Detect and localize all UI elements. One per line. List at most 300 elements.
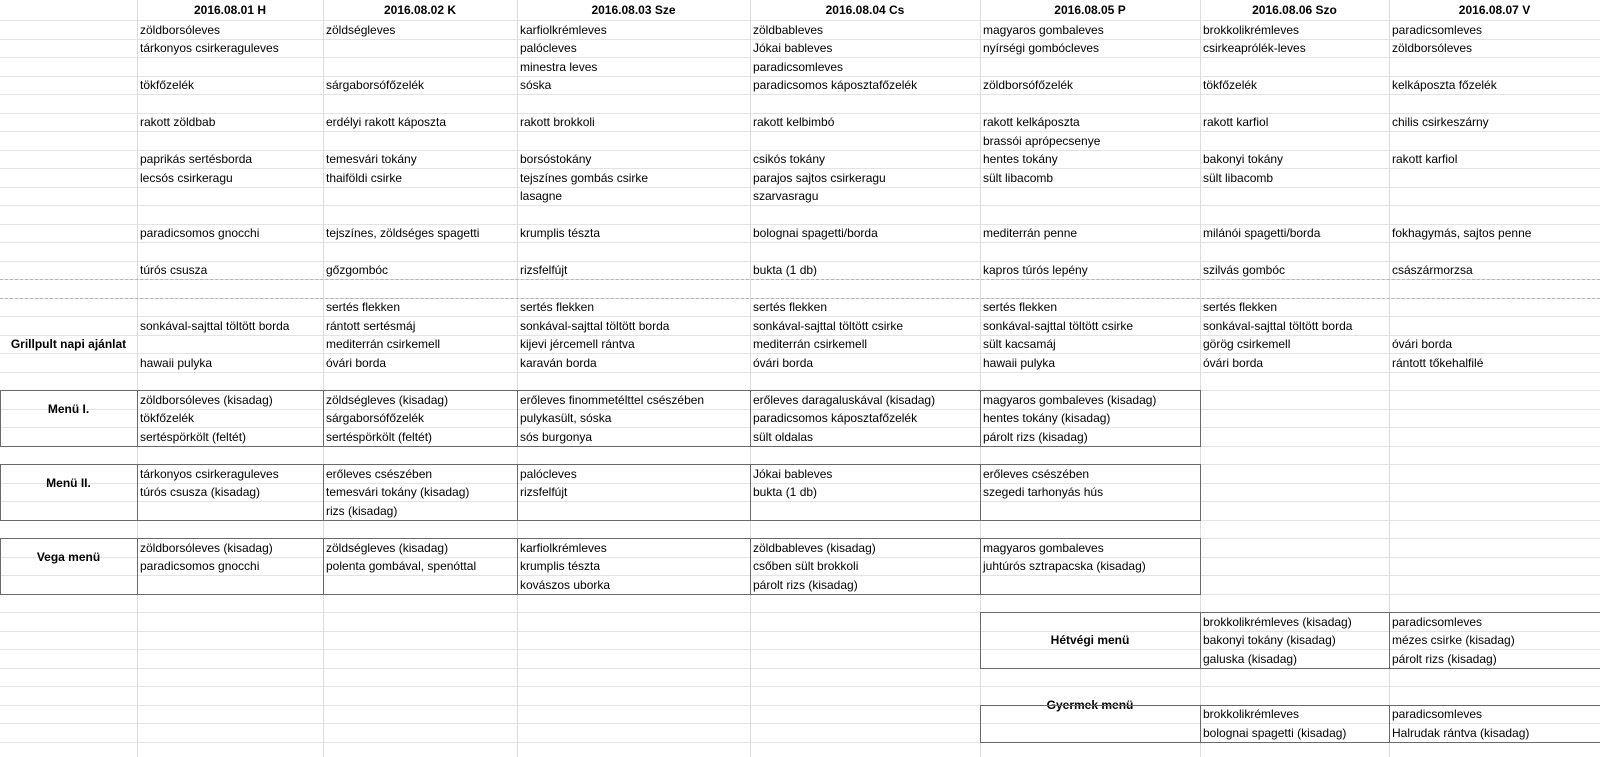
table-cell[interactable] bbox=[980, 206, 1200, 225]
table-cell[interactable] bbox=[1200, 206, 1389, 225]
table-cell[interactable]: galuska (kisadag) bbox=[1203, 651, 1298, 666]
table-cell[interactable] bbox=[137, 613, 323, 632]
table-cell[interactable] bbox=[137, 576, 323, 595]
table-cell[interactable]: palócleves bbox=[520, 466, 577, 481]
table-cell[interactable] bbox=[750, 520, 980, 539]
table-cell[interactable] bbox=[1200, 243, 1389, 262]
table-cell[interactable]: paradicsomos gnocchi bbox=[140, 226, 260, 240]
table-cell[interactable] bbox=[750, 613, 980, 632]
table-cell[interactable] bbox=[1200, 428, 1389, 447]
table-cell[interactable] bbox=[1389, 280, 1600, 299]
table-cell[interactable]: rakott karfiol bbox=[1392, 152, 1458, 166]
table-cell[interactable] bbox=[0, 243, 137, 262]
table-cell[interactable] bbox=[0, 21, 137, 40]
table-cell[interactable]: borsóstokány bbox=[520, 152, 592, 166]
table-cell[interactable]: krumplis tészta bbox=[520, 559, 601, 573]
header-corner[interactable] bbox=[0, 0, 137, 20]
table-cell[interactable]: rakott kelbimbó bbox=[753, 115, 835, 129]
table-cell[interactable] bbox=[323, 206, 517, 225]
table-cell[interactable]: óvári borda bbox=[753, 355, 814, 370]
table-cell[interactable] bbox=[517, 372, 750, 391]
table-cell[interactable]: zöldségleves bbox=[326, 22, 396, 37]
table-cell[interactable]: tejszínes, zöldséges spagetti bbox=[326, 226, 480, 240]
table-cell[interactable] bbox=[0, 372, 137, 391]
table-cell[interactable] bbox=[137, 687, 323, 706]
table-cell[interactable]: lasagne bbox=[520, 189, 563, 203]
table-cell[interactable]: paradicsomleves bbox=[1392, 22, 1483, 37]
table-cell[interactable]: sertés flekken bbox=[326, 300, 401, 314]
table-cell[interactable]: paprikás sertésborda bbox=[140, 152, 253, 166]
table-cell[interactable] bbox=[1389, 132, 1600, 151]
table-cell[interactable] bbox=[980, 650, 1200, 669]
table-cell[interactable] bbox=[1200, 372, 1389, 391]
table-cell[interactable] bbox=[323, 372, 517, 391]
table-cell[interactable]: erőleves daragaluskával (kisadag) bbox=[753, 392, 936, 407]
table-cell[interactable]: sült libacomb bbox=[1203, 170, 1274, 185]
table-cell[interactable] bbox=[1389, 594, 1600, 613]
table-cell[interactable] bbox=[980, 668, 1200, 687]
table-cell[interactable] bbox=[137, 372, 323, 391]
table-cell[interactable] bbox=[1200, 280, 1389, 299]
table-cell[interactable]: óvári borda bbox=[1392, 337, 1453, 351]
table-cell[interactable] bbox=[1200, 668, 1389, 687]
table-cell[interactable]: mediterrán csirkemell bbox=[753, 337, 868, 351]
table-cell[interactable]: kapros túrós lepény bbox=[983, 263, 1088, 277]
table-cell[interactable]: tökfőzelék bbox=[140, 411, 195, 425]
table-cell[interactable]: sertéspörkölt (feltét) bbox=[140, 429, 247, 444]
table-cell[interactable]: zöldborsóleves bbox=[1392, 41, 1473, 55]
day-header[interactable]: 2016.08.03 Sze bbox=[591, 3, 676, 17]
table-cell[interactable]: chilis csirkeszárny bbox=[1392, 115, 1489, 129]
table-cell[interactable] bbox=[1200, 539, 1389, 558]
table-cell[interactable] bbox=[0, 150, 137, 169]
table-cell[interactable] bbox=[0, 354, 137, 373]
table-cell[interactable]: csőben sült brokkoli bbox=[753, 559, 859, 573]
table-cell[interactable] bbox=[1389, 428, 1600, 447]
table-cell[interactable] bbox=[137, 280, 323, 299]
table-cell[interactable]: rizsfelfújt bbox=[520, 485, 568, 499]
table-cell[interactable] bbox=[0, 76, 137, 95]
section-label-kids[interactable]: Gyermek menü bbox=[1046, 698, 1134, 712]
table-cell[interactable] bbox=[1200, 446, 1389, 465]
table-cell[interactable]: fokhagymás, sajtos penne bbox=[1392, 226, 1532, 240]
table-cell[interactable] bbox=[1389, 668, 1600, 687]
table-cell[interactable] bbox=[0, 298, 137, 317]
table-cell[interactable]: rakott karfiol bbox=[1203, 115, 1269, 129]
table-cell[interactable]: túrós csusza (kisadag) bbox=[140, 485, 261, 499]
table-cell[interactable] bbox=[0, 132, 137, 151]
table-cell[interactable]: szarvasragu bbox=[753, 189, 819, 203]
table-cell[interactable] bbox=[1389, 391, 1600, 410]
table-cell[interactable]: hentes tokány bbox=[983, 152, 1058, 166]
table-cell[interactable]: sertés flekken bbox=[520, 300, 595, 314]
table-cell[interactable]: brokkolikrémleves bbox=[1203, 707, 1300, 721]
table-cell[interactable] bbox=[1389, 576, 1600, 595]
table-cell[interactable]: krumplis tészta bbox=[520, 226, 601, 240]
table-cell[interactable] bbox=[0, 95, 137, 114]
table-cell[interactable] bbox=[0, 317, 137, 336]
table-cell[interactable] bbox=[750, 650, 980, 669]
table-cell[interactable]: rizsfelfújt bbox=[520, 263, 568, 277]
table-cell[interactable] bbox=[980, 613, 1200, 632]
table-cell[interactable] bbox=[323, 668, 517, 687]
table-cell[interactable] bbox=[1200, 520, 1389, 539]
table-cell[interactable] bbox=[1200, 95, 1389, 114]
table-cell[interactable] bbox=[1389, 58, 1600, 77]
table-cell[interactable] bbox=[0, 705, 137, 724]
table-cell[interactable]: sonkával-sajttal töltött borda bbox=[1203, 318, 1353, 333]
table-cell[interactable]: temesvári tokány bbox=[326, 152, 417, 166]
table-cell[interactable] bbox=[0, 613, 137, 632]
table-cell[interactable] bbox=[0, 58, 137, 77]
table-cell[interactable] bbox=[980, 187, 1200, 206]
table-cell[interactable]: rakott brokkoli bbox=[520, 115, 595, 129]
table-cell[interactable] bbox=[1200, 58, 1389, 77]
table-cell[interactable] bbox=[137, 705, 323, 724]
table-cell[interactable] bbox=[1200, 502, 1389, 521]
table-cell[interactable] bbox=[0, 668, 137, 687]
table-cell[interactable]: tökfőzelék bbox=[1203, 78, 1258, 92]
table-cell[interactable]: sertés flekken bbox=[753, 300, 828, 314]
table-cell[interactable]: sült kacsamáj bbox=[983, 337, 1056, 351]
table-cell[interactable] bbox=[1389, 317, 1600, 336]
table-cell[interactable] bbox=[137, 335, 323, 354]
table-cell[interactable]: palócleves bbox=[520, 41, 577, 55]
table-cell[interactable] bbox=[1389, 409, 1600, 428]
table-cell[interactable] bbox=[517, 206, 750, 225]
table-cell[interactable]: sertéspörkölt (feltét) bbox=[326, 429, 433, 444]
table-cell[interactable] bbox=[137, 298, 323, 317]
table-cell[interactable]: bakonyi tokány (kisadag) bbox=[1203, 633, 1336, 647]
table-cell[interactable] bbox=[323, 520, 517, 539]
table-cell[interactable] bbox=[323, 687, 517, 706]
table-cell[interactable]: karfiolkrémleves bbox=[520, 540, 607, 555]
table-cell[interactable]: paradicsomos káposztafőzelék bbox=[753, 78, 918, 92]
table-cell[interactable] bbox=[137, 187, 323, 206]
table-cell[interactable] bbox=[137, 668, 323, 687]
table-cell[interactable] bbox=[0, 446, 137, 465]
table-cell[interactable] bbox=[1389, 465, 1600, 484]
table-cell[interactable] bbox=[1389, 187, 1600, 206]
table-cell[interactable]: tárkonyos csirkeraguleves bbox=[140, 41, 279, 55]
table-cell[interactable] bbox=[1389, 520, 1600, 539]
table-cell[interactable] bbox=[137, 724, 323, 743]
table-cell[interactable] bbox=[323, 95, 517, 114]
table-cell[interactable]: rántott tőkehalfilé bbox=[1392, 355, 1484, 370]
table-cell[interactable] bbox=[323, 650, 517, 669]
table-cell[interactable] bbox=[750, 243, 980, 262]
table-cell[interactable]: bakonyi tokány bbox=[1203, 152, 1284, 166]
table-cell[interactable] bbox=[750, 446, 980, 465]
table-cell[interactable] bbox=[1389, 206, 1600, 225]
table-cell[interactable]: zöldségleves (kisadag) bbox=[326, 392, 449, 407]
table-cell[interactable]: mediterrán csirkemell bbox=[326, 337, 441, 351]
table-cell[interactable] bbox=[750, 594, 980, 613]
table-cell[interactable] bbox=[1389, 483, 1600, 502]
table-cell[interactable] bbox=[750, 280, 980, 299]
table-cell[interactable] bbox=[1200, 483, 1389, 502]
table-cell[interactable]: rizs (kisadag) bbox=[326, 503, 398, 518]
table-cell[interactable]: Jókai bableves bbox=[753, 466, 833, 481]
table-cell[interactable] bbox=[323, 446, 517, 465]
table-cell[interactable]: karfiolkrémleves bbox=[520, 22, 607, 37]
day-header[interactable]: 2016.08.05 P bbox=[1054, 3, 1126, 17]
table-cell[interactable] bbox=[137, 631, 323, 650]
table-cell[interactable] bbox=[750, 372, 980, 391]
table-cell[interactable] bbox=[750, 132, 980, 151]
table-cell[interactable]: túrós csusza bbox=[140, 263, 208, 277]
table-cell[interactable] bbox=[137, 502, 323, 521]
table-cell[interactable] bbox=[323, 594, 517, 613]
table-cell[interactable]: paradicsomleves bbox=[1392, 614, 1483, 629]
section-label-menu-2[interactable]: Menü II. bbox=[46, 476, 91, 490]
table-cell[interactable]: sonkával-sajttal töltött csirke bbox=[983, 318, 1134, 333]
table-cell[interactable] bbox=[980, 576, 1200, 595]
day-header[interactable]: 2016.08.04 Cs bbox=[825, 3, 905, 17]
table-cell[interactable]: görög csirkemell bbox=[1203, 337, 1291, 351]
table-cell[interactable] bbox=[323, 187, 517, 206]
table-cell[interactable]: sóska bbox=[520, 78, 552, 92]
section-label-grill[interactable]: Grillpult napi ajánlat bbox=[10, 337, 127, 351]
table-cell[interactable]: sült libacomb bbox=[983, 170, 1054, 185]
table-cell[interactable] bbox=[0, 520, 137, 539]
table-cell[interactable]: zöldborsófőzelék bbox=[983, 78, 1074, 92]
table-cell[interactable]: sonkával-sajttal töltött borda bbox=[140, 318, 290, 333]
table-cell[interactable]: minestra leves bbox=[520, 59, 598, 74]
table-cell[interactable]: kelkáposzta főzelék bbox=[1392, 78, 1497, 92]
table-cell[interactable] bbox=[1389, 557, 1600, 576]
table-cell[interactable] bbox=[323, 243, 517, 262]
table-cell[interactable] bbox=[137, 594, 323, 613]
table-cell[interactable] bbox=[1389, 169, 1600, 188]
table-cell[interactable] bbox=[517, 724, 750, 743]
table-cell[interactable]: milánói spagetti/borda bbox=[1203, 226, 1321, 240]
table-cell[interactable]: paradicsomleves bbox=[1392, 707, 1483, 721]
table-cell[interactable]: parajos sajtos csirkeragu bbox=[753, 170, 886, 185]
day-header[interactable]: 2016.08.06 Szo bbox=[1252, 3, 1337, 17]
table-cell[interactable] bbox=[0, 687, 137, 706]
table-cell[interactable]: lecsós csirkeragu bbox=[140, 170, 233, 185]
table-cell[interactable] bbox=[517, 705, 750, 724]
table-cell[interactable]: Jókai bableves bbox=[753, 41, 833, 55]
table-cell[interactable] bbox=[517, 650, 750, 669]
table-cell[interactable] bbox=[0, 594, 137, 613]
table-cell[interactable] bbox=[980, 58, 1200, 77]
table-cell[interactable]: bolognai spagetti (kisadag) bbox=[1203, 725, 1347, 740]
table-cell[interactable] bbox=[1389, 446, 1600, 465]
table-cell[interactable] bbox=[323, 132, 517, 151]
table-cell[interactable] bbox=[0, 39, 137, 58]
table-cell[interactable] bbox=[0, 261, 137, 280]
table-cell[interactable]: tárkonyos csirkeraguleves bbox=[140, 466, 279, 481]
table-cell[interactable]: zöldbableves bbox=[753, 22, 824, 37]
table-cell[interactable]: óvári borda bbox=[1203, 355, 1264, 370]
table-cell[interactable] bbox=[750, 687, 980, 706]
table-cell[interactable] bbox=[0, 113, 137, 132]
table-cell[interactable]: bolognai spagetti/borda bbox=[753, 226, 878, 240]
table-cell[interactable] bbox=[980, 502, 1200, 521]
table-cell[interactable]: mediterrán penne bbox=[983, 226, 1078, 240]
table-cell[interactable] bbox=[1200, 391, 1389, 410]
table-cell[interactable] bbox=[323, 576, 517, 595]
table-cell[interactable]: zöldborsóleves bbox=[140, 22, 221, 37]
table-cell[interactable] bbox=[1200, 687, 1389, 706]
table-cell[interactable]: hawaii pulyka bbox=[140, 355, 213, 370]
table-cell[interactable] bbox=[980, 520, 1200, 539]
table-cell[interactable]: brokkolikrémleves bbox=[1203, 22, 1300, 37]
table-cell[interactable]: kijevi jércemell rántva bbox=[520, 337, 635, 351]
table-cell[interactable]: magyaros gombaleves bbox=[983, 22, 1104, 37]
table-cell[interactable] bbox=[517, 613, 750, 632]
table-cell[interactable] bbox=[137, 650, 323, 669]
table-cell[interactable] bbox=[0, 280, 137, 299]
table-cell[interactable] bbox=[1389, 243, 1600, 262]
table-cell[interactable]: polenta gombával, spenóttal bbox=[326, 559, 477, 573]
table-cell[interactable] bbox=[137, 132, 323, 151]
day-header[interactable]: 2016.08.02 K bbox=[383, 3, 457, 17]
table-cell[interactable] bbox=[0, 724, 137, 743]
table-cell[interactable] bbox=[1200, 409, 1389, 428]
table-cell[interactable]: sült oldalas bbox=[753, 429, 814, 444]
table-cell[interactable] bbox=[750, 724, 980, 743]
table-cell[interactable]: paradicsomos gnocchi bbox=[140, 559, 260, 573]
table-cell[interactable]: szilvás gombóc bbox=[1203, 263, 1286, 277]
table-cell[interactable]: Halrudak rántva (kisadag) bbox=[1392, 725, 1530, 740]
table-cell[interactable]: császármorzsa bbox=[1392, 263, 1473, 277]
table-cell[interactable]: sonkával-sajttal töltött borda bbox=[520, 318, 670, 333]
table-cell[interactable] bbox=[1389, 298, 1600, 317]
table-cell[interactable]: rakott kelkáposzta bbox=[983, 115, 1080, 129]
table-cell[interactable]: zöldségleves (kisadag) bbox=[326, 540, 449, 555]
table-cell[interactable]: szegedi tarhonyás hús bbox=[983, 485, 1104, 499]
section-label-vega[interactable]: Vega menü bbox=[36, 550, 101, 564]
table-cell[interactable] bbox=[1389, 687, 1600, 706]
table-cell[interactable] bbox=[137, 520, 323, 539]
table-cell[interactable] bbox=[980, 446, 1200, 465]
table-cell[interactable]: rakott zöldbab bbox=[140, 115, 216, 129]
table-cell[interactable]: hentes tokány (kisadag) bbox=[983, 411, 1111, 425]
table-cell[interactable] bbox=[1389, 502, 1600, 521]
table-cell[interactable]: sonkával-sajttal töltött csirke bbox=[753, 318, 904, 333]
table-cell[interactable] bbox=[750, 95, 980, 114]
table-cell[interactable] bbox=[1200, 576, 1389, 595]
table-cell[interactable]: párolt rizs (kisadag) bbox=[983, 429, 1088, 444]
table-cell[interactable]: erőleves csészében bbox=[326, 466, 433, 481]
table-cell[interactable]: thaiföldi csirke bbox=[326, 170, 403, 185]
table-cell[interactable]: erőleves finommetélttel csészében bbox=[520, 392, 705, 407]
table-cell[interactable] bbox=[517, 668, 750, 687]
table-cell[interactable]: magyaros gombaleves bbox=[983, 540, 1104, 555]
table-cell[interactable] bbox=[980, 243, 1200, 262]
table-cell[interactable]: zöldborsóleves (kisadag) bbox=[140, 392, 273, 407]
table-cell[interactable] bbox=[137, 243, 323, 262]
table-cell[interactable] bbox=[1200, 132, 1389, 151]
table-cell[interactable] bbox=[0, 206, 137, 225]
table-cell[interactable]: brassói aprópecsenye bbox=[983, 133, 1101, 148]
table-cell[interactable] bbox=[323, 280, 517, 299]
table-cell[interactable]: erdélyi rakott káposzta bbox=[326, 115, 447, 129]
table-cell[interactable]: bukta (1 db) bbox=[753, 485, 818, 499]
table-cell[interactable] bbox=[1200, 557, 1389, 576]
table-cell[interactable] bbox=[137, 206, 323, 225]
table-cell[interactable] bbox=[323, 39, 517, 58]
table-cell[interactable] bbox=[517, 243, 750, 262]
table-cell[interactable]: csirkeaprólék-leves bbox=[1203, 41, 1306, 55]
table-cell[interactable]: tökfőzelék bbox=[140, 78, 195, 92]
table-cell[interactable]: sárgaborsófőzelék bbox=[326, 411, 425, 425]
section-label-weekend[interactable]: Hétvégi menü bbox=[1050, 633, 1130, 647]
table-cell[interactable]: temesvári tokány (kisadag) bbox=[326, 485, 470, 499]
table-cell[interactable]: óvári borda bbox=[326, 355, 387, 370]
table-cell[interactable]: nyírségi gombócleves bbox=[983, 41, 1100, 55]
table-cell[interactable] bbox=[1389, 372, 1600, 391]
table-cell[interactable] bbox=[323, 631, 517, 650]
table-cell[interactable] bbox=[137, 58, 323, 77]
day-header[interactable]: 2016.08.01 H bbox=[193, 3, 267, 17]
table-cell[interactable]: kovászos uborka bbox=[520, 577, 611, 592]
table-cell[interactable]: párolt rizs (kisadag) bbox=[753, 577, 858, 592]
table-cell[interactable]: sós burgonya bbox=[520, 429, 593, 444]
table-cell[interactable] bbox=[750, 502, 980, 521]
table-cell[interactable]: gőzgombóc bbox=[326, 263, 389, 277]
table-cell[interactable] bbox=[0, 224, 137, 243]
table-cell[interactable] bbox=[323, 724, 517, 743]
table-cell[interactable] bbox=[517, 95, 750, 114]
table-cell[interactable] bbox=[517, 520, 750, 539]
table-cell[interactable] bbox=[750, 705, 980, 724]
table-cell[interactable] bbox=[980, 594, 1200, 613]
table-cell[interactable]: rántott sertésmáj bbox=[326, 318, 416, 333]
table-cell[interactable] bbox=[980, 372, 1200, 391]
table-cell[interactable] bbox=[323, 705, 517, 724]
table-cell[interactable]: hawaii pulyka bbox=[983, 355, 1056, 370]
table-cell[interactable]: csikós tokány bbox=[753, 152, 826, 166]
section-label-menu-1[interactable]: Menü I. bbox=[47, 402, 90, 416]
table-cell[interactable] bbox=[750, 206, 980, 225]
table-cell[interactable] bbox=[0, 187, 137, 206]
table-cell[interactable]: juhtúrós sztrapacska (kisadag) bbox=[983, 559, 1146, 573]
table-cell[interactable] bbox=[1200, 187, 1389, 206]
table-cell[interactable]: bukta (1 db) bbox=[753, 263, 818, 277]
table-cell[interactable] bbox=[980, 724, 1200, 743]
table-cell[interactable] bbox=[0, 428, 137, 447]
table-cell[interactable] bbox=[980, 280, 1200, 299]
table-cell[interactable] bbox=[0, 502, 137, 521]
table-cell[interactable]: zöldborsóleves (kisadag) bbox=[140, 540, 273, 555]
table-cell[interactable] bbox=[0, 169, 137, 188]
table-cell[interactable]: erőleves csészében bbox=[983, 466, 1090, 481]
table-cell[interactable] bbox=[517, 502, 750, 521]
table-cell[interactable] bbox=[323, 613, 517, 632]
table-cell[interactable]: tejszínes gombás csirke bbox=[520, 170, 649, 185]
table-cell[interactable]: mézes csirke (kisadag) bbox=[1392, 633, 1515, 647]
table-cell[interactable] bbox=[750, 631, 980, 650]
table-cell[interactable] bbox=[137, 446, 323, 465]
table-cell[interactable]: sárgaborsófőzelék bbox=[326, 78, 425, 92]
table-cell[interactable] bbox=[0, 576, 137, 595]
table-cell[interactable]: zöldbableves (kisadag) bbox=[753, 540, 876, 555]
table-cell[interactable] bbox=[1200, 465, 1389, 484]
table-cell[interactable]: magyaros gombaleves (kisadag) bbox=[983, 392, 1157, 407]
table-cell[interactable]: paradicsomos káposztafőzelék bbox=[753, 411, 918, 425]
table-cell[interactable] bbox=[1389, 539, 1600, 558]
table-cell[interactable] bbox=[517, 631, 750, 650]
table-cell[interactable] bbox=[517, 687, 750, 706]
table-cell[interactable] bbox=[1389, 95, 1600, 114]
table-cell[interactable] bbox=[1200, 594, 1389, 613]
table-cell[interactable] bbox=[517, 446, 750, 465]
table-cell[interactable] bbox=[517, 132, 750, 151]
